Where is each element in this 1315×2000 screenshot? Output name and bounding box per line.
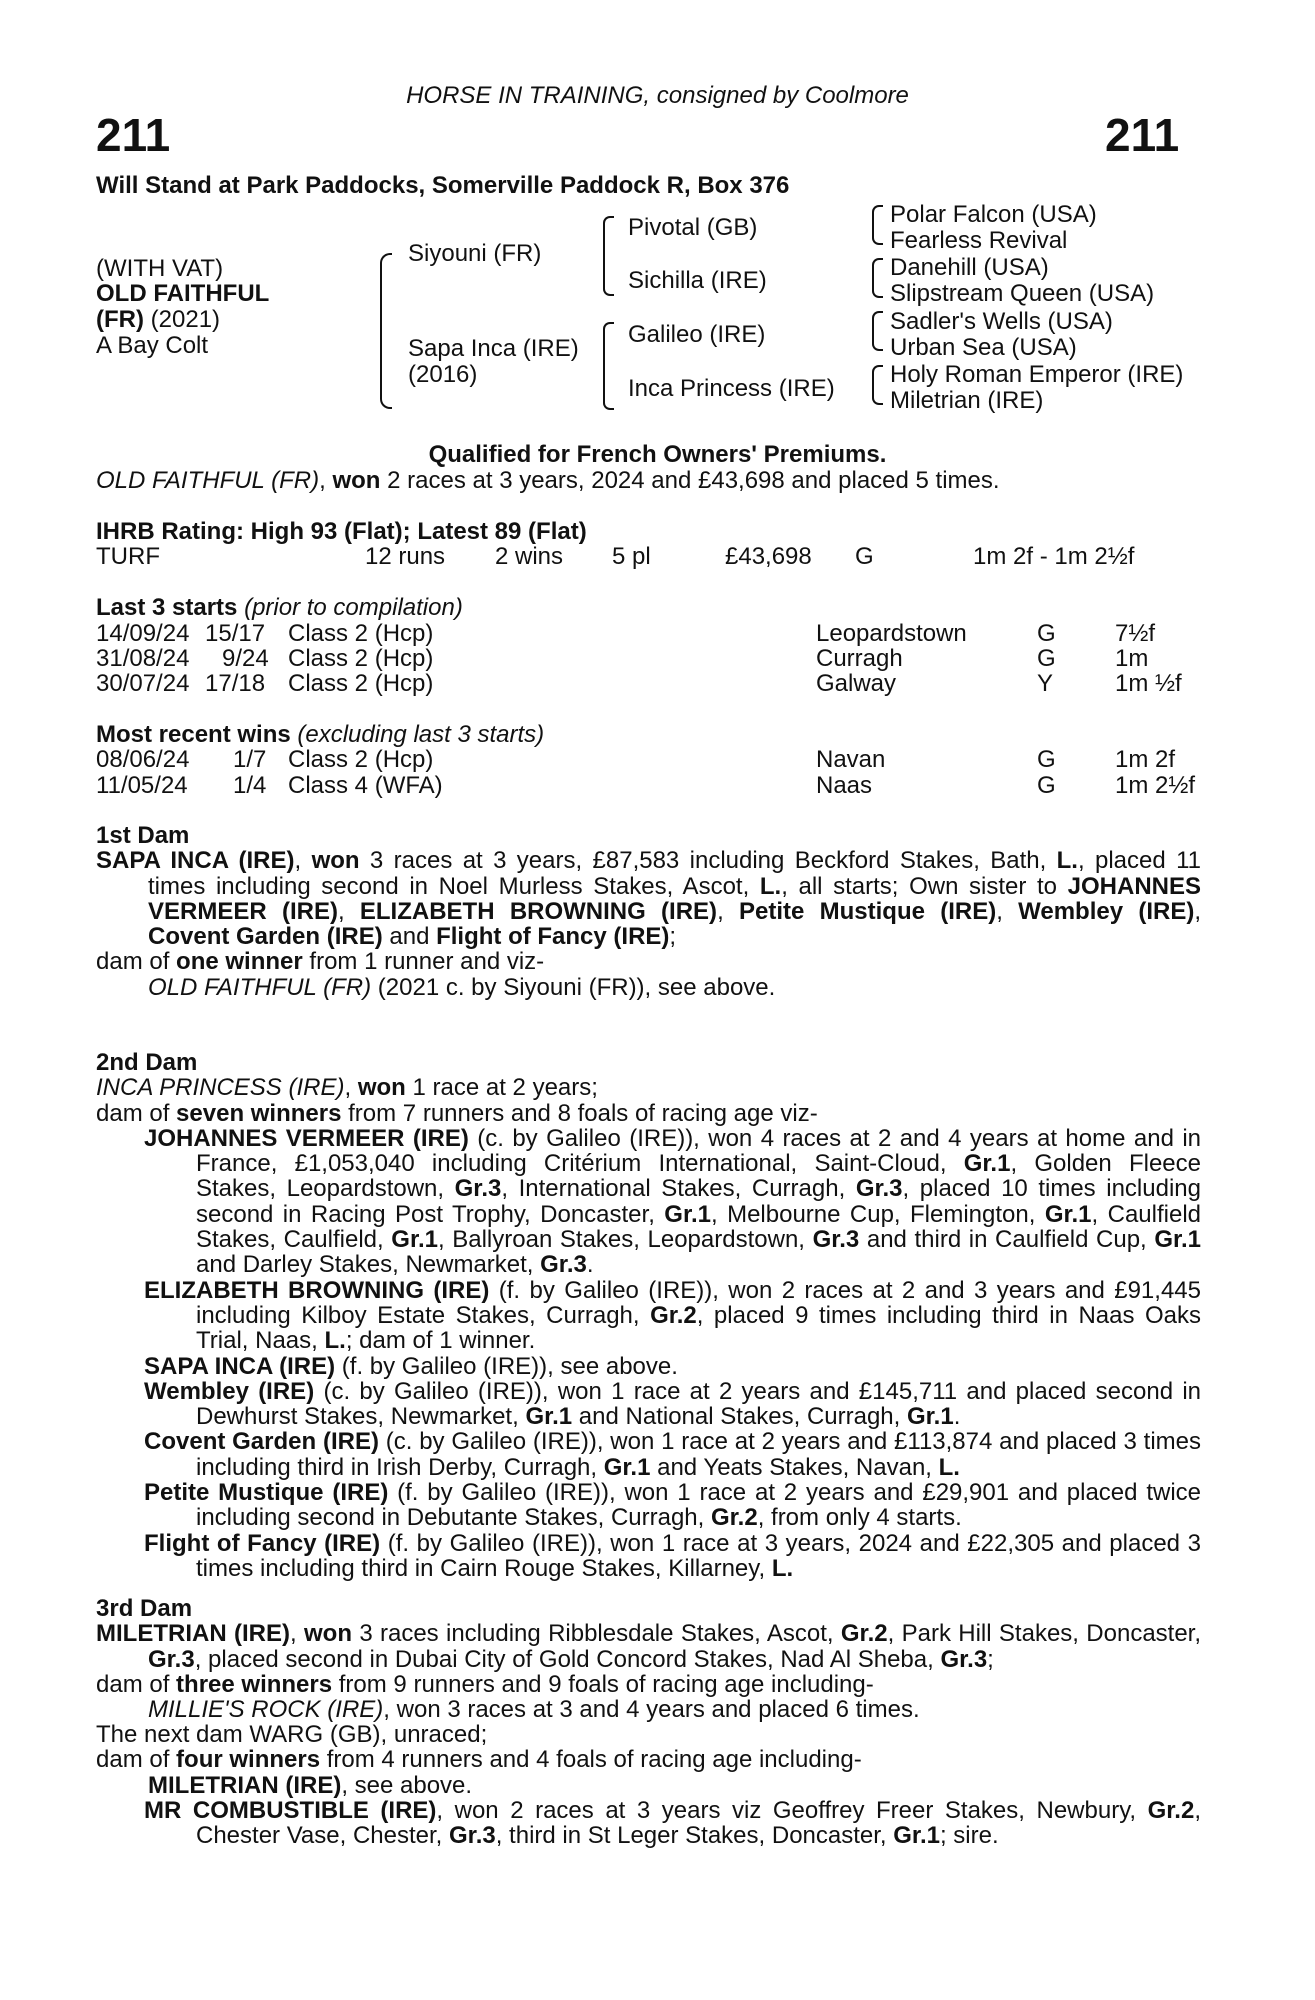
first-dam-won: won xyxy=(311,847,360,875)
first-dam-winners: one winner xyxy=(176,948,303,976)
race-summary: OLD FAITHFUL (FR), won 2 races at 3 years, 2024 and £43,698 and placed 5 times. xyxy=(96,467,1000,494)
produce-name: Flight of Fancy (IRE) xyxy=(144,1529,381,1557)
pedigree-brace-dam xyxy=(603,322,614,410)
first-dam-text: , all starts; Own sister to xyxy=(781,872,1068,900)
summary-won: won xyxy=(332,467,381,494)
pedigree-brace-sire xyxy=(603,216,614,296)
summary-text: 2 races at 3 years, 2024 and £43,698 and placed 5 times. xyxy=(380,467,1000,494)
win-going: G xyxy=(1037,772,1056,799)
recent-wins-title: Most recent wins xyxy=(96,721,291,748)
start-going: G xyxy=(1037,620,1056,647)
ihrb-rating: IHRB Rating: High 93 (Flat); Latest 89 (Flat) xyxy=(96,518,587,545)
start-distance: 7½f xyxy=(1115,620,1156,647)
next-dam-text: dam of xyxy=(96,1746,177,1774)
rating-earnings: £43,698 xyxy=(725,543,812,570)
start-course: Galway xyxy=(816,670,897,697)
pedigree-ddd: Miletrian (IRE) xyxy=(890,387,1044,414)
first-dam-produce-line xyxy=(96,949,1201,974)
pedigree-sire-sire: Pivotal (GB) xyxy=(628,214,758,241)
produce-elizabeth-browning xyxy=(96,1278,1201,1354)
group-mark: Gr.1 xyxy=(603,1453,651,1481)
sibling-name: Petite Mustique (IRE) xyxy=(739,897,997,925)
produce-text: (f. by Galileo (IRE)), won 1 race at 2 years and £29,901 and placed twice including second in Debutante Stakes, Curragh, xyxy=(196,1479,1201,1532)
produce-name: MILETRIAN (IRE) xyxy=(148,1771,342,1799)
next-dam-section xyxy=(96,1722,1201,1848)
third-dam-text: dam of xyxy=(96,1670,177,1698)
group-mark: Gr.3 xyxy=(940,1645,988,1673)
produce-name: MR COMBUSTIBLE (IRE) xyxy=(144,1796,437,1824)
pedigree-dam-sire: Galileo (IRE) xyxy=(628,321,766,348)
summary-horse-name: OLD FAITHFUL (FR) xyxy=(96,467,320,494)
listed-mark: L. xyxy=(938,1453,960,1481)
pedigree-dds: Holy Roman Emperor (IRE) xyxy=(890,361,1184,388)
second-dam-winners: seven winners xyxy=(176,1099,342,1127)
produce-text: , Golden Fleece Stakes, Leopardstown, xyxy=(196,1150,1201,1203)
recent-wins-note: (excluding last 3 starts) xyxy=(290,721,545,748)
produce-text: , International Stakes, Curragh, xyxy=(501,1175,856,1203)
group-mark: Gr.3 xyxy=(812,1226,860,1254)
start-position: 9/24 xyxy=(222,645,269,672)
produce-name: OLD FAITHFUL (FR) xyxy=(148,973,372,1001)
produce-text: , Chester Vase, Chester, xyxy=(196,1796,1201,1850)
produce-text: , Melbourne Cup, Flemington, xyxy=(711,1200,1045,1228)
recent-wins-heading xyxy=(96,722,544,747)
lot-number-left: 211 xyxy=(96,109,171,161)
produce-text: , won 3 races at 3 and 4 years and placed 6 times. xyxy=(383,1696,920,1724)
start-date: 31/08/24 xyxy=(96,645,190,672)
pedigree-sire: Siyouni (FR) xyxy=(408,240,542,267)
win-class: Class 4 (WFA) xyxy=(288,772,443,799)
produce-text: and Yeats Stakes, Navan, xyxy=(650,1453,939,1481)
first-dam-text: , placed 11 times including second in Noel Murless Stakes, Ascot, xyxy=(148,847,1202,900)
first-dam-text: and xyxy=(382,923,437,951)
rating-placed: 5 pl xyxy=(612,543,651,570)
produce-text: , won 2 races at 3 years viz Geoffrey Freer Stakes, Newbury, xyxy=(436,1796,1148,1824)
lot-number-right: 211 xyxy=(1105,109,1180,161)
second-dam-text: dam of xyxy=(96,1099,177,1127)
third-dam-title: 3rd Dam xyxy=(96,1595,193,1622)
produce-text: and National Stakes, Curragh, xyxy=(572,1403,907,1431)
pedigree-ssd: Fearless Revival xyxy=(890,227,1068,254)
group-mark: Gr.3 xyxy=(454,1175,502,1203)
pedigree-dam-year: (2016) xyxy=(408,361,478,388)
pedigree-dsd: Urban Sea (USA) xyxy=(890,334,1077,361)
group-mark: Gr.1 xyxy=(1044,1200,1092,1228)
sibling-name: JOHANNES VERMEER (IRE) xyxy=(148,872,1202,925)
second-dam-title: 2nd Dam xyxy=(96,1049,198,1076)
second-dam-text: 1 race at 2 years; xyxy=(405,1074,598,1102)
produce-text: , placed 9 times including third in Naas Oaks Trial, Naas, xyxy=(196,1301,1201,1355)
produce-text: (c. by Galileo (IRE)), won 1 race at 2 years and £145,711 and placed second in Dewhurst Stakes, Newmarket, xyxy=(196,1377,1201,1431)
rating-wins: 2 wins xyxy=(495,543,564,570)
horse-description: A Bay Colt xyxy=(96,332,209,359)
pedigree-brace-dd xyxy=(872,365,883,405)
produce-johannes-vermeer: JOHANNES VERMEER (IRE) (c. by Galileo (IRE)), won 4 races at 2 and 4 years at home and in France, £1,053,040 including Critérium International, Saint-Cloud, Gr.1, Golden Fleece Stakes, Leopardstown, Gr.3, International Stakes, Curragh, Gr.3, placed 10 times including second in Racing Post Trophy, Doncaster, Gr.1, Melbourne Cup, Flemington, Gr.1, Caulfield Stakes, Caulfield, Gr.1, Ballyroan Stakes, Leopardstown, Gr.3 and third in Caulfield Cup, Gr.1 and Darley Stakes, Newmarket, Gr.3. xyxy=(144,1124,1202,1279)
second-dam-produce-line xyxy=(96,1101,1201,1126)
listed-mark: L. xyxy=(324,1327,346,1355)
win-date: 08/06/24 xyxy=(96,746,190,773)
second-dam-record: INCA PRINCESS (IRE), won 1 race at 2 years; xyxy=(96,1074,598,1102)
group-mark: Gr.2 xyxy=(710,1504,758,1532)
win-going: G xyxy=(1037,746,1056,773)
win-course: Naas xyxy=(816,772,873,799)
next-dam-produce-line xyxy=(96,1747,1201,1772)
sibling-name: Wembley (IRE) xyxy=(1018,897,1195,925)
start-going: Y xyxy=(1037,670,1054,697)
start-class: Class 2 (Hcp) xyxy=(288,670,434,697)
group-mark: Gr.1 xyxy=(893,1822,940,1850)
first-dam-text: from 1 runner and viz- xyxy=(302,948,545,976)
produce-text: (f. by Galileo (IRE)), see above. xyxy=(335,1352,678,1380)
horse-suffix-year xyxy=(96,307,220,332)
group-mark: Gr.3 xyxy=(855,1175,903,1203)
horse-foaling-year: (2021) xyxy=(143,306,221,333)
produce-text: , from only 4 starts. xyxy=(757,1504,962,1532)
group-mark: Gr.1 xyxy=(525,1403,573,1431)
pedigree-brace-main xyxy=(380,253,392,409)
first-dam-text: dam of xyxy=(96,948,177,976)
first-dam-text: 3 races at 3 years, £87,583 including Beckford Stakes, Bath, xyxy=(359,847,1057,875)
first-dam-record: SAPA INCA (IRE), won 3 races at 3 years, £87,583 including Beckford Stakes, Bath, L., placed 11 times including second in Noel Murless Stakes, Ascot, L., all starts; Own sister to JOHANNES VERMEER (IRE), ELIZABETH BROWNING (IRE), Petite Mustique (IRE), Wembley (IRE), Covent Garden (IRE) and Flight of Fancy (IRE); xyxy=(96,847,1202,951)
win-position: 1/4 xyxy=(233,772,267,799)
produce-text: ; dam of 1 winner. xyxy=(345,1327,536,1355)
group-mark: Gr.1 xyxy=(907,1403,954,1431)
first-dam-section xyxy=(96,823,1201,1000)
produce-text: (f. by Galileo (IRE)), won 2 races at 2 and 3 years and £91,445 including Kilboy Estate Stakes, Curragh, xyxy=(196,1276,1201,1329)
stabling-location: Will Stand at Park Paddocks, Somerville Paddock R, Box 376 xyxy=(96,172,790,199)
last-starts-note: (prior to compilation) xyxy=(237,594,463,621)
produce-text: , third in St Leger Stakes, Doncaster, xyxy=(495,1822,894,1850)
second-dam-section xyxy=(96,1050,1201,1581)
catalogue-subtitle: HORSE IN TRAINING, consigned by Coolmore xyxy=(406,82,909,109)
pedigree-dss: Sadler's Wells (USA) xyxy=(890,308,1113,335)
pedigree-brace-ds xyxy=(872,311,883,351)
third-dam-winners: three winners xyxy=(176,1670,333,1698)
group-mark: Gr.2 xyxy=(650,1301,697,1329)
produce-text: (2021 c. by Siyouni (FR)), see above. xyxy=(371,973,776,1001)
rating-going: G xyxy=(855,543,874,570)
produce-text: , placed 10 times including second in Racing Post Trophy, Doncaster, xyxy=(196,1175,1201,1228)
horse-name: OLD FAITHFUL xyxy=(96,280,270,307)
group-mark: Gr.2 xyxy=(840,1620,888,1648)
next-dam-winners: four winners xyxy=(176,1746,321,1774)
produce-name: SAPA INCA (IRE) xyxy=(144,1352,336,1380)
group-mark: Gr.3 xyxy=(540,1251,587,1279)
listed-mark: L. xyxy=(759,872,782,900)
produce-wembley: Wembley (IRE) (c. by Galileo (IRE)), won 1 race at 2 years and £145,711 and placed second in Dewhurst Stakes, Newmarket, Gr.1 and National Stakes, Curragh, Gr.1. xyxy=(144,1377,1201,1431)
start-date: 14/09/24 xyxy=(96,620,190,647)
produce-text: and third in Caulfield Cup, xyxy=(859,1226,1155,1254)
start-distance: 1m xyxy=(1115,645,1149,672)
produce-mr-combustible xyxy=(96,1798,1201,1849)
group-mark: Gr.1 xyxy=(963,1150,1011,1178)
pedigree-brace-ss xyxy=(872,205,883,245)
produce-petite-mustique xyxy=(96,1480,1201,1531)
third-dam-text: from 9 runners and 9 foals of racing age including- xyxy=(332,1670,874,1698)
second-dam-won: won xyxy=(357,1074,406,1102)
start-course: Leopardstown xyxy=(816,620,967,647)
win-class: Class 2 (Hcp) xyxy=(288,746,434,773)
produce-sapa-inca xyxy=(96,1354,1201,1379)
pedigree-sire-dam: Sichilla (IRE) xyxy=(628,267,767,294)
win-distance: 1m 2½f xyxy=(1115,772,1196,799)
produce-miletrian xyxy=(96,1773,1201,1798)
produce-text: (c. by Galileo (IRE)), won 1 race at 2 years and £113,874 and placed 3 times including third in Irish Derby, Curragh, xyxy=(196,1428,1201,1481)
pedigree-sss: Polar Falcon (USA) xyxy=(890,201,1097,228)
third-dam-produce-line xyxy=(96,1672,1201,1697)
produce-name: Wembley (IRE) xyxy=(144,1377,315,1405)
rating-distance: 1m 2f - 1m 2½f xyxy=(973,543,1135,570)
start-position: 15/17 xyxy=(205,620,266,647)
second-dam-name: INCA PRINCESS (IRE) xyxy=(96,1074,345,1102)
sibling-name: Flight of Fancy (IRE) xyxy=(436,923,670,951)
vat-note: (WITH VAT) xyxy=(96,255,224,282)
first-dam-name: SAPA INCA (IRE) xyxy=(96,847,295,875)
start-date: 30/07/24 xyxy=(96,670,190,697)
rating-surface: TURF xyxy=(96,543,160,570)
win-position: 1/7 xyxy=(233,746,267,773)
start-distance: 1m ½f xyxy=(1115,670,1182,697)
third-dam-text: 3 races including Ribblesdale Stakes, Ascot, xyxy=(351,1620,841,1648)
sibling-name: Covent Garden (IRE) xyxy=(148,923,383,951)
horse-country: (FR) xyxy=(96,306,144,333)
group-mark: Gr.1 xyxy=(1154,1226,1202,1254)
third-dam-text: , placed second in Dubai City of Gold Concord Stakes, Nad Al Sheba, xyxy=(194,1645,941,1673)
next-dam-text: from 4 runners and 4 foals of racing age including- xyxy=(320,1746,862,1774)
third-dam-produce xyxy=(96,1697,1201,1722)
pedigree-brace-sd xyxy=(872,258,883,298)
second-dam-text: from 7 runners and 8 foals of racing age viz- xyxy=(341,1099,818,1127)
produce-name: MILLIE'S ROCK (IRE) xyxy=(148,1696,384,1724)
listed-mark: L. xyxy=(771,1554,794,1582)
pedigree-dam-dam: Inca Princess (IRE) xyxy=(628,375,835,402)
third-dam-record: MILETRIAN (IRE), won 3 races including Ribblesdale Stakes, Ascot, Gr.2, Park Hill Stakes, Doncaster, Gr.3, placed second in Dubai City of Gold Concord Stakes, Nad Al Sheba, Gr.3; xyxy=(96,1620,1202,1673)
group-mark: Gr.2 xyxy=(1147,1796,1195,1824)
next-dam-line: The next dam WARG (GB), unraced; xyxy=(96,1721,488,1748)
produce-name: ELIZABETH BROWNING (IRE) xyxy=(144,1276,490,1304)
produce-name: Covent Garden (IRE) xyxy=(144,1428,379,1456)
first-dam-title: 1st Dam xyxy=(96,822,190,849)
third-dam-text: , Park Hill Stakes, Doncaster, xyxy=(887,1620,1202,1648)
produce-flight-of-fancy xyxy=(96,1531,1201,1582)
start-going: G xyxy=(1037,645,1056,672)
produce-text: , Ballyroan Stakes, Leopardstown, xyxy=(437,1226,813,1254)
third-dam-name: MILETRIAN (IRE) xyxy=(96,1620,290,1648)
listed-mark: L. xyxy=(1056,847,1078,875)
pedigree-sdd: Slipstream Queen (USA) xyxy=(890,280,1155,307)
win-date: 11/05/24 xyxy=(96,772,188,799)
third-dam-won: won xyxy=(303,1620,352,1648)
last-starts-heading xyxy=(96,595,463,620)
produce-name: Petite Mustique (IRE) xyxy=(144,1479,389,1507)
pedigree-dam: Sapa Inca (IRE) xyxy=(408,335,579,362)
produce-text: and Darley Stakes, Newmarket, xyxy=(196,1251,541,1279)
first-dam-produce xyxy=(96,975,1201,1000)
produce-text: , Caulfield Stakes, Caulfield, xyxy=(196,1200,1202,1254)
group-mark: Gr.1 xyxy=(664,1200,711,1228)
group-mark: Gr.3 xyxy=(449,1822,496,1850)
sibling-name: ELIZABETH BROWNING (IRE) xyxy=(359,897,718,925)
third-dam-section xyxy=(96,1596,1201,1722)
produce-text: (c. by Galileo (IRE)), won 4 races at 2 and 4 years at home and in France, £1,053,040 including Critérium International, Saint-Cloud, xyxy=(196,1124,1201,1178)
premium-qualification: Qualified for French Owners' Premiums. xyxy=(428,441,887,468)
group-mark: Gr.1 xyxy=(391,1226,438,1254)
pedigree-sds: Danehill (USA) xyxy=(890,254,1049,281)
produce-text: (f. by Galileo (IRE)), won 1 race at 3 years, 2024 and £22,305 and placed 3 times including third in Cairn Rouge Stakes, Killarney, xyxy=(196,1529,1201,1582)
produce-name: JOHANNES VERMEER (IRE) xyxy=(144,1124,469,1152)
produce-text: , see above. xyxy=(341,1771,473,1799)
group-mark: Gr.3 xyxy=(148,1645,195,1673)
win-distance: 1m 2f xyxy=(1115,746,1176,773)
win-course: Navan xyxy=(816,746,886,773)
rating-runs: 12 runs xyxy=(365,543,446,570)
start-course: Curragh xyxy=(816,645,903,672)
produce-text: ; sire. xyxy=(939,1822,999,1850)
start-class: Class 2 (Hcp) xyxy=(288,620,434,647)
start-class: Class 2 (Hcp) xyxy=(288,645,434,672)
start-position: 17/18 xyxy=(205,670,266,697)
produce-covent-garden xyxy=(96,1429,1201,1480)
last-starts-title: Last 3 starts xyxy=(96,594,238,621)
